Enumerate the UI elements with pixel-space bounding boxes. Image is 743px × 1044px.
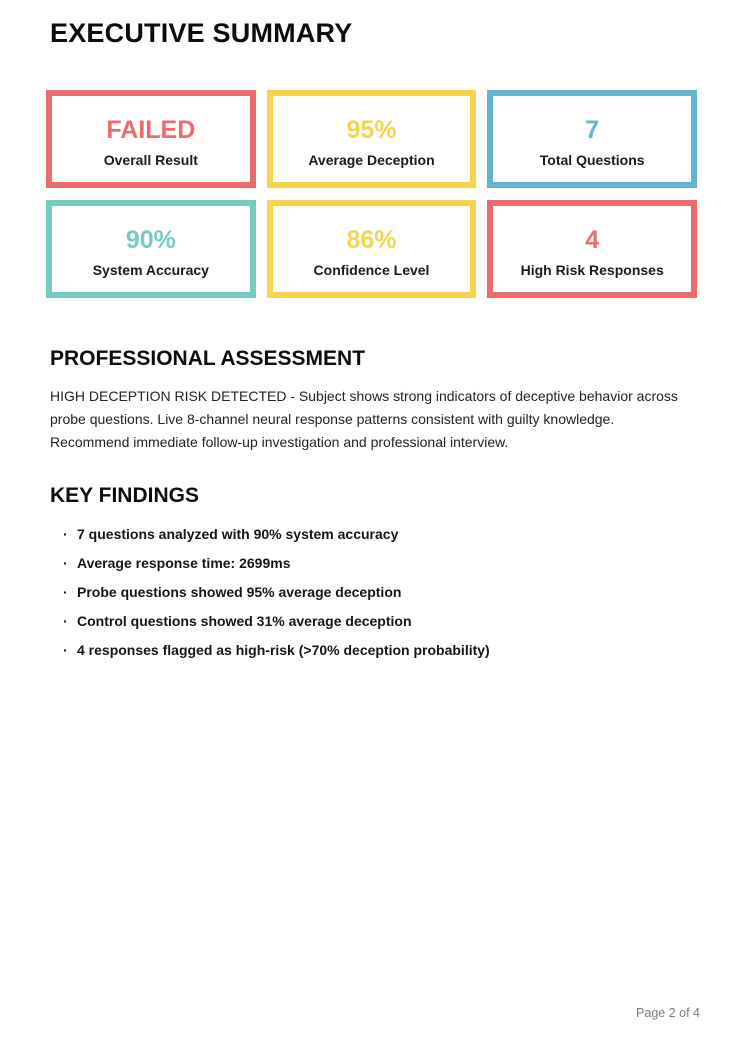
metric-value: FAILED <box>106 116 196 144</box>
metric-card-system-accuracy <box>46 200 256 298</box>
metric-value: 86% <box>346 226 397 254</box>
assessment-body: HIGH DECEPTION RISK DETECTED - Subject shows strong indicators of deceptive behavior across probe questions. Live 8-channel neural response patterns consistent with guilty knowledge. Recommend immediate follow-up investigation and professional interview. <box>50 388 678 450</box>
key-findings-list <box>0 526 743 658</box>
page-title: EXECUTIVE SUMMARY <box>50 18 353 48</box>
key-findings-heading: KEY FINDINGS <box>50 484 199 507</box>
metric-card-average-deception <box>267 90 477 188</box>
metric-card-high-risk-responses <box>487 200 697 298</box>
metric-value: 90% <box>125 226 176 254</box>
key-finding-item: · Probe questions showed 95% average deception <box>63 584 743 600</box>
key-finding-item: · 4 responses flagged as high-risk (>70% deception probability) <box>63 642 743 658</box>
metric-card-total-questions <box>487 90 697 188</box>
metric-label: Overall Result <box>103 152 198 168</box>
metric-label: High Risk Responses <box>520 262 664 278</box>
metric-label: Average Deception <box>308 152 435 168</box>
metric-label: Confidence Level <box>313 262 430 278</box>
assessment-heading: PROFESSIONAL ASSESSMENT <box>50 347 366 370</box>
metric-label: System Accuracy <box>92 262 209 278</box>
key-finding-item: · 7 questions analyzed with 90% system accuracy <box>63 526 743 542</box>
metric-value: 4 <box>585 226 600 254</box>
page-number: Page 2 of 4 <box>636 1006 700 1020</box>
metric-value: 95% <box>346 116 397 144</box>
key-finding-item: · Control questions showed 31% average deception <box>63 613 743 629</box>
key-finding-item: · Average response time: 2699ms <box>63 555 743 571</box>
metrics-grid <box>46 90 697 298</box>
metric-value: 7 <box>585 116 600 144</box>
metric-label: Total Questions <box>539 152 645 168</box>
metric-card-overall-result <box>46 90 256 188</box>
metric-card-confidence-level <box>267 200 477 298</box>
